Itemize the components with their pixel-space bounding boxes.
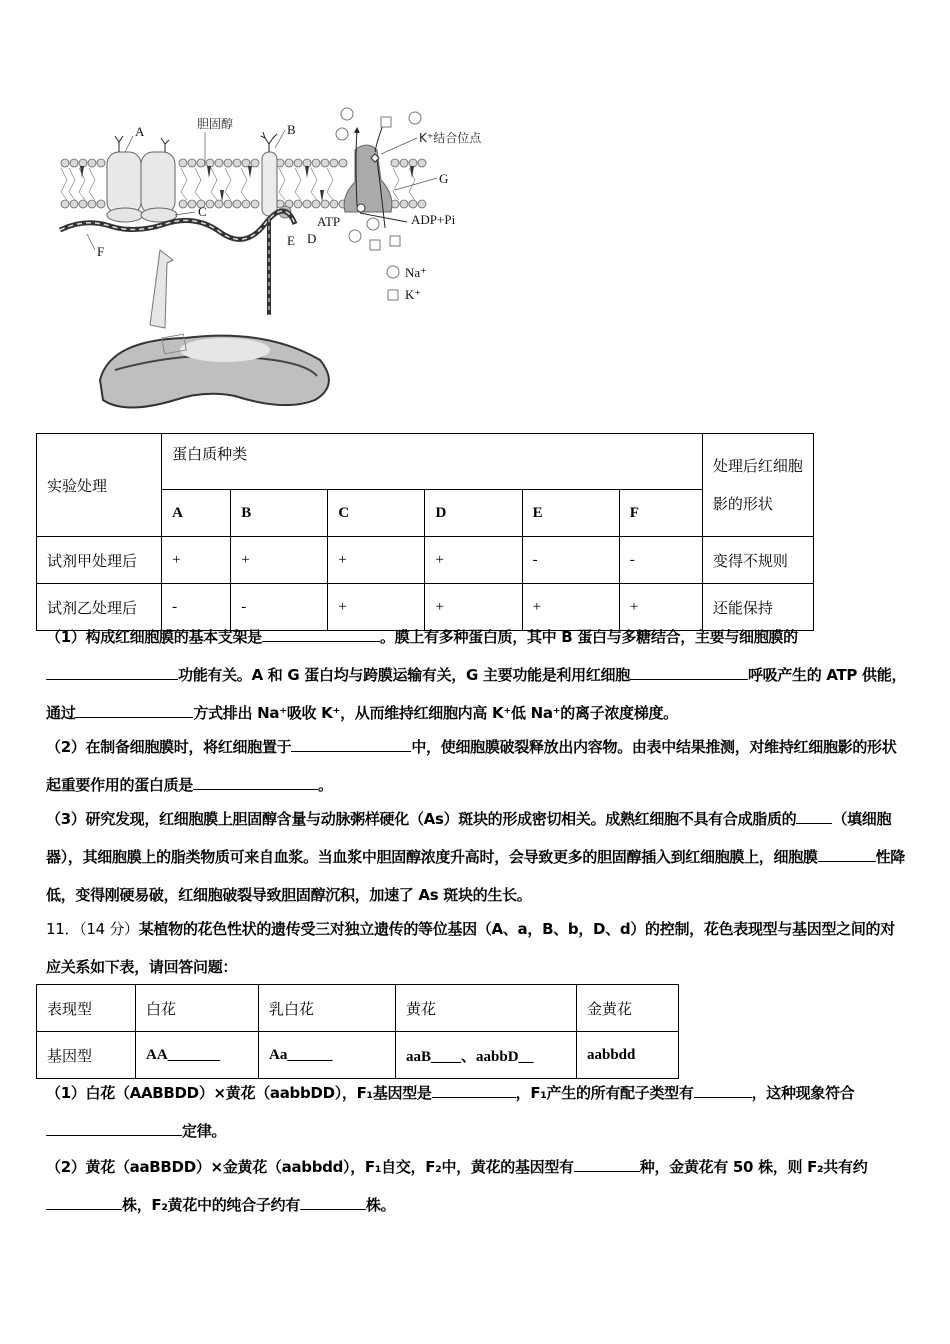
header-protein-type: 蛋白质种类 xyxy=(162,434,703,490)
header-protein-f: F xyxy=(619,490,702,537)
answer-blank[interactable] xyxy=(262,626,380,642)
header-protein-e: E xyxy=(522,490,619,537)
zoom-arrow-icon xyxy=(150,250,173,328)
cell-value: + xyxy=(425,584,522,631)
label-c: C xyxy=(198,204,207,219)
cell-value: + xyxy=(425,537,522,584)
answer-blank[interactable] xyxy=(291,736,411,752)
q10-part3 xyxy=(46,800,908,914)
q11-p1-text: ，这种现象符合 xyxy=(751,1084,855,1102)
row-treatment: 试剂甲处理后 xyxy=(37,537,162,584)
cell-value: + xyxy=(619,584,702,631)
header-protein-c: C xyxy=(328,490,425,537)
q10-p1-text: （1）构成红细胞膜的基本支架是 xyxy=(46,628,262,646)
table-row xyxy=(37,537,814,584)
q10-part2 xyxy=(46,728,908,804)
q11-stem xyxy=(46,910,908,986)
answer-blank[interactable] xyxy=(574,1156,640,1172)
table-row xyxy=(37,985,679,1032)
cell-value: + xyxy=(231,537,328,584)
q11-p1-text: ，F₁产生的所有配子类型有 xyxy=(515,1084,694,1102)
q11-p1-text: （1）白花（AABBDD）×黄花（aabbDD），F₁基因型是 xyxy=(46,1084,432,1102)
q10-p2-text: 中，使细胞膜破裂释放出内容物。由表中结果推测，对维持红细胞影的形状起重要作用的蛋白质是 xyxy=(46,738,897,794)
label-b: B xyxy=(287,122,296,137)
flower-color-table xyxy=(36,984,679,1079)
label-d: D xyxy=(307,231,317,246)
cell-value: - xyxy=(162,584,231,631)
genotype-cell: Aa______ xyxy=(259,1032,396,1079)
na-legend-icon xyxy=(387,266,399,278)
answer-blank[interactable] xyxy=(75,702,193,718)
label-atp: ATP xyxy=(317,214,341,229)
protein-treatment-table xyxy=(36,433,814,631)
header-protein-b: B xyxy=(231,490,328,537)
q11-part1 xyxy=(46,1074,908,1150)
answer-blank[interactable] xyxy=(300,1194,366,1210)
q10-p3-text: （填细胞器），其细胞膜上的脂类物质可来自血浆。当血浆中胆固醇浓度升高时，会导致更多的胆固醇插入到红细胞膜上，细胞膜 xyxy=(46,810,892,866)
cell-value: - xyxy=(619,537,702,584)
answer-blank[interactable] xyxy=(432,1082,516,1098)
cell-value: - xyxy=(522,537,619,584)
q11-p2-text: 株，F₂黄花中的纯合子约有 xyxy=(122,1196,300,1214)
answer-blank[interactable] xyxy=(630,664,748,680)
header-protein-a: A xyxy=(162,490,231,537)
cell-value: + xyxy=(522,584,619,631)
label-a: A xyxy=(135,124,145,139)
protein-b xyxy=(262,152,277,216)
phenotype-cell: 金黄花 xyxy=(577,985,679,1032)
answer-blank[interactable] xyxy=(46,1194,122,1210)
answer-blank[interactable] xyxy=(694,1082,752,1098)
q11-p2-text: （2）黄花（aaBBDD）×金黄花（aabbdd），F₁自交，F₂中，黄花的基因型有 xyxy=(46,1158,574,1176)
legend-na: Na⁺ xyxy=(405,265,428,280)
label-cholesterol: 胆固醇 xyxy=(197,117,234,131)
genotype-cell: AA_______ xyxy=(136,1032,259,1079)
legend-k: K⁺ xyxy=(405,287,422,302)
question-stem: 某植物的花色性状的遗传受三对独立遗传的等位基因（A、a，B、b，D、d）的控制，花色表现型与基因型之间的对应关系如下表，请回答问题： xyxy=(46,920,895,976)
row-shape: 还能保持 xyxy=(702,584,813,631)
label-f: F xyxy=(97,244,105,259)
protein-g-pump xyxy=(344,145,392,212)
protein-a-left xyxy=(107,152,141,214)
phenotype-cell: 乳白花 xyxy=(259,985,396,1032)
cell-value: + xyxy=(328,537,425,584)
membrane-diagram xyxy=(55,100,515,420)
q10-p3-text: 性降低，变得刚硬易破，红细胞破裂导致胆固醇沉积，加速了 As 斑块的生长。 xyxy=(46,848,906,904)
header-protein-d: D xyxy=(425,490,522,537)
question-number: 11． xyxy=(46,920,80,938)
header-shape: 处理后红细胞影的形状 xyxy=(702,434,813,537)
table-row xyxy=(37,1032,679,1079)
answer-blank[interactable] xyxy=(796,808,832,824)
row-label-phenotype: 表现型 xyxy=(37,985,136,1032)
row-treatment: 试剂乙处理后 xyxy=(37,584,162,631)
row-label-genotype: 基因型 xyxy=(37,1032,136,1079)
label-adp-pi: ADP+Pi xyxy=(411,212,456,227)
q11-part2 xyxy=(46,1148,908,1224)
q11-p2-text: 株。 xyxy=(365,1196,396,1214)
label-g: G xyxy=(439,171,449,186)
answer-blank[interactable] xyxy=(46,664,178,680)
answer-blank[interactable] xyxy=(193,774,318,790)
answer-blank[interactable] xyxy=(46,1120,182,1136)
cell-value: + xyxy=(328,584,425,631)
q10-p1-text: 呼吸产生的 ATP 供能，通过 xyxy=(46,666,907,722)
genotype-cell: aabbdd xyxy=(577,1032,679,1079)
q10-p2-text: 。 xyxy=(318,776,333,794)
question-score: （14 分） xyxy=(79,920,139,938)
q10-p1-text: 方式排出 Na⁺吸收 K⁺，从而维持红细胞内高 K⁺低 Na⁺的离子浓度梯度。 xyxy=(193,704,678,722)
q10-p1-text: 。膜上有多种蛋白质，其中 B 蛋白与多糖结合，主要与细胞膜的 xyxy=(379,628,798,646)
cell-membrane-figure xyxy=(55,100,515,420)
genotype-cell: aaB____、aabbD__ xyxy=(396,1032,577,1079)
label-k-binding-site: K⁺结合位点 xyxy=(419,131,482,145)
q10-p2-text: （2）在制备细胞膜时，将红细胞置于 xyxy=(46,738,292,756)
cell-value: - xyxy=(231,584,328,631)
header-treatment: 实验处理 xyxy=(37,434,162,537)
row-shape: 变得不规则 xyxy=(702,537,813,584)
q10-p3-text: （3）研究发现，红细胞膜上胆固醇含量与动脉粥样硬化（As）斑块的形成密切相关。成熟红细胞不具有合成脂质的 xyxy=(46,810,797,828)
q10-p1-text: 功能有关。A 和 G 蛋白均与跨膜运输有关，G 主要功能是利用红细胞 xyxy=(178,666,630,684)
phenotype-cell: 黄花 xyxy=(396,985,577,1032)
q11-p1-text: 定律。 xyxy=(182,1122,227,1140)
cell-value: + xyxy=(162,537,231,584)
answer-blank[interactable] xyxy=(818,846,876,862)
protein-a-right xyxy=(141,152,175,214)
q11-p2-text: 种，金黄花有 50 株，则 F₂共有约 xyxy=(639,1158,868,1176)
q10-part1 xyxy=(46,618,908,732)
k-legend-icon xyxy=(388,290,398,300)
phenotype-cell: 白花 xyxy=(136,985,259,1032)
label-e: E xyxy=(287,233,295,248)
